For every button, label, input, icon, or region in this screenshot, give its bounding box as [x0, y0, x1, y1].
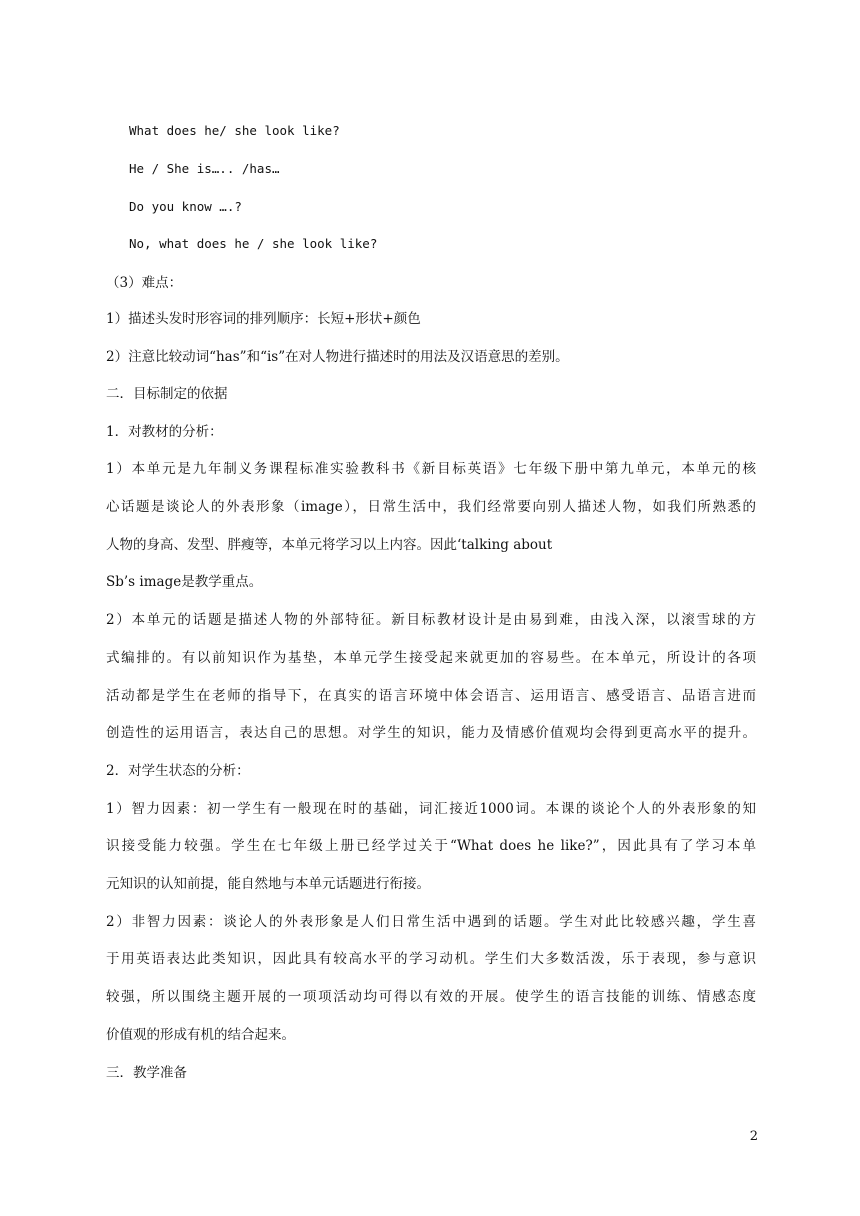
paragraph-line: 2）非智力因素：谈论人的外表形象是人们日常生活中遇到的话题。学生对此比较感兴趣，学生喜	[106, 914, 756, 930]
dialogue-line: He / She is….. /has…	[129, 161, 280, 176]
subsection-heading: （3）难点：	[106, 275, 183, 291]
paragraph-line: 人物的身高、发型、胖瘦等，本单元将学习以上内容。因此‘talking about	[106, 537, 553, 553]
paragraph-line: 式编排的。有以前知识作为基垫，本单元学生接受起来就更加的容易些。在本单元，所设计的各项	[106, 650, 756, 666]
dialogue-line: What does he/ she look like?	[129, 123, 340, 138]
text-line: 1）描述头发时形容词的排列顺序：长短+形状+颜色	[106, 311, 421, 327]
paragraph-line: 心话题是谈论人的外表形象（image），日常生活中，我们经常要向别人描述人物，如我们所熟悉的	[106, 499, 756, 515]
paragraph-line: 识接受能力较强。学生在七年级上册已经学过关于“What does he like?”，因此具有了学习本单	[106, 838, 756, 854]
paragraph-line: 价值观的形成有机的结合起来。	[106, 1027, 295, 1043]
paragraph-line: 1）本单元是九年制义务课程标准实验教科书《新目标英语》七年级下册中第九单元，本单元的核	[106, 461, 756, 477]
paragraph-line: 于用英语表达此类知识，因此具有较高水平的学习动机。学生们大多数活泼，乐于表现，参与意识	[106, 951, 756, 967]
paragraph-line: Sb’s image是教学重点。	[106, 574, 263, 590]
subsection-heading: 1．对教材的分析：	[106, 424, 223, 440]
text-line: 2）注意比较动词“has”和“is”在对人物进行描述时的用法及汉语意思的差别。	[106, 349, 569, 365]
dialogue-line: Do you know ….?	[129, 199, 242, 214]
paragraph-line: 2）本单元的话题是描述人物的外部特征。新目标教材设计是由易到难，由浅入深，以滚雪球的方	[106, 612, 756, 628]
paragraph-line: 创造性的运用语言，表达自己的思想。对学生的知识，能力及情感价值观均会得到更高水平的提升。	[106, 725, 756, 741]
paragraph-line: 元知识的认知前提，能自然地与本单元话题进行衔接。	[106, 876, 430, 892]
subsection-heading: 2．对学生状态的分析：	[106, 763, 250, 779]
paragraph-line: 1）智力因素：初一学生有一般现在时的基础，词汇接近1000词。本课的谈论个人的外表形象的知	[106, 801, 756, 817]
dialogue-line: No, what does he / she look like?	[129, 236, 378, 251]
section-heading: 二．目标制定的依据	[106, 386, 228, 402]
page-number: 2	[749, 1129, 758, 1144]
paragraph-line: 较强，所以围绕主题开展的一项项活动均可得以有效的开展。使学生的语言技能的训练、情感态度	[106, 989, 756, 1005]
paragraph-line: 活动都是学生在老师的指导下，在真实的语言环境中体会语言、运用语言、感受语言、品语言进而	[106, 688, 756, 704]
section-heading: 三．教学准备	[106, 1065, 187, 1081]
